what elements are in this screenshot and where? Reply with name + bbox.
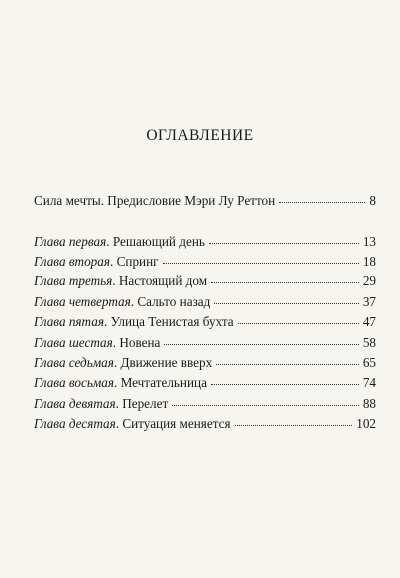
toc-entry[interactable]: Глава вторая. Спринг 18 (34, 254, 376, 269)
dot-leader (211, 272, 359, 283)
toc-page-number: 102 (356, 416, 376, 431)
dot-leader (209, 233, 359, 244)
toc-entry-foreword[interactable] (34, 193, 376, 209)
toc-entry[interactable]: Глава пятая. Улица Тенистая бухта 47 (34, 314, 376, 329)
toc-page-number: 13 (362, 234, 376, 249)
toc-entry[interactable]: Глава десятая. Ситуация меняется 102 (34, 416, 376, 431)
toc-entry[interactable]: Глава четвертая. Сальто назад 37 (34, 294, 376, 309)
toc-page-number: 8 (369, 193, 376, 208)
chapter-name: Ситуация меняется (122, 416, 231, 431)
dot-leader (216, 354, 359, 365)
chapter-name: Спринг (116, 254, 159, 269)
toc-page-number: 58 (362, 335, 376, 350)
toc-page-number: 29 (362, 273, 376, 288)
chapter-name: Улица Тенистая бухта (110, 314, 234, 329)
chapter-prefix: Глава восьмая (34, 375, 114, 390)
chapter-prefix: Глава вторая (34, 254, 110, 269)
dot-leader (235, 415, 353, 426)
dot-leader (172, 395, 359, 406)
dot-leader (211, 374, 359, 385)
chapter-prefix: Глава четвертая (34, 294, 131, 309)
dot-leader (279, 192, 365, 203)
chapter-prefix: Глава десятая (34, 416, 116, 431)
chapter-name: Настоящий дом (118, 273, 208, 288)
chapter-name: Сальто назад (137, 294, 211, 309)
toc-entry[interactable]: Глава шестая. Новена 58 (34, 335, 376, 350)
chapter-name: Перелет (122, 396, 169, 411)
toc-page-number: 74 (362, 375, 376, 390)
toc-page-number: 18 (362, 254, 376, 269)
toc-entry[interactable]: Глава восьмая. Мечтательница 74 (34, 375, 376, 390)
toc-entry-label: Сила мечты. Предисловие Мэри Лу Реттон (34, 193, 276, 208)
dot-leader (163, 253, 359, 264)
chapter-name: Новена (119, 335, 161, 350)
chapter-name: Решающий день (112, 234, 205, 249)
toc-entry[interactable]: Глава девятая. Перелет 88 (34, 396, 376, 411)
toc-page-number: 47 (362, 314, 376, 329)
dot-leader (214, 293, 358, 304)
chapter-prefix: Глава шестая (34, 335, 113, 350)
chapter-name: Мечтательница (120, 375, 207, 390)
toc-page-number: 37 (362, 294, 376, 309)
dot-leader (164, 334, 358, 345)
toc-entry[interactable]: Глава седьмая. Движение вверх 65 (34, 355, 376, 370)
chapter-prefix: Глава пятая (34, 314, 104, 329)
toc-page-number: 65 (362, 355, 376, 370)
page-title: ОГЛАВЛЕНИЕ (146, 127, 254, 144)
chapter-prefix: Глава первая (34, 234, 107, 249)
chapter-name: Движение вверх (120, 355, 213, 370)
chapter-prefix: Глава седьмая (34, 355, 114, 370)
toc-entry[interactable]: Глава первая. Решающий день 13 (34, 234, 376, 249)
chapter-prefix: Глава девятая (34, 396, 116, 411)
toc-entry[interactable]: Глава третья. Настоящий дом 29 (34, 273, 376, 288)
chapter-prefix: Глава третья (34, 273, 113, 288)
toc-page-number: 88 (362, 396, 376, 411)
dot-leader (238, 313, 359, 324)
